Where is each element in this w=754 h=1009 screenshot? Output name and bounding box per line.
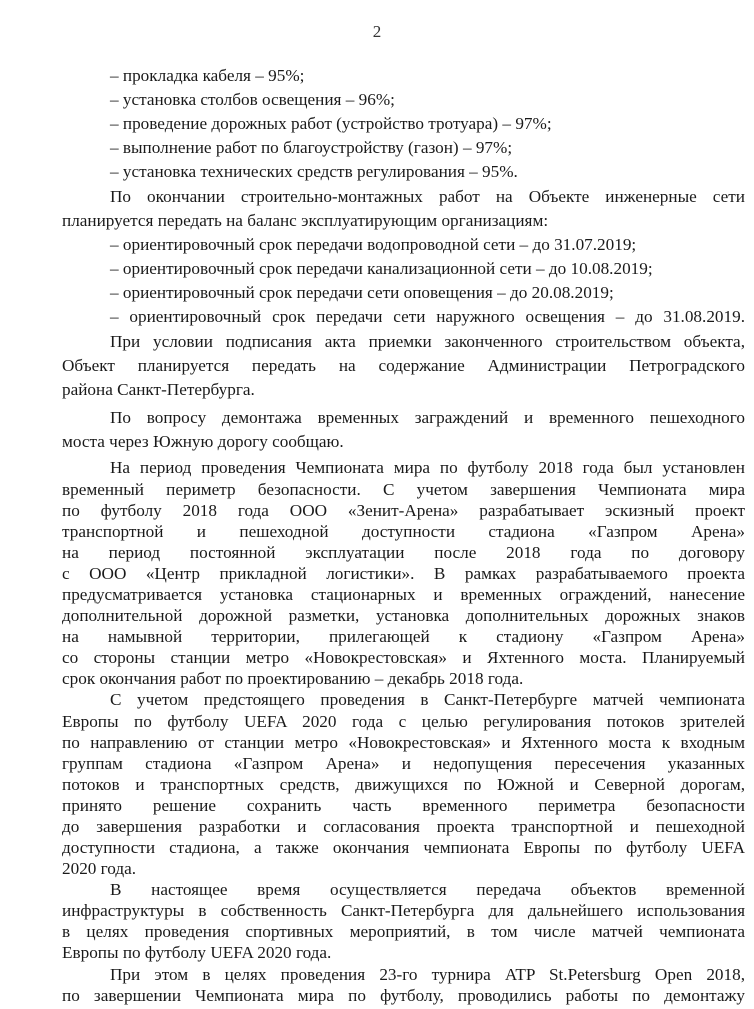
text-line: Европы по футболу UEFA 2020 года. [62,943,332,962]
text-line: дополнительной дорожной разметки, установка дополнительных дорожных знаков [62,606,745,625]
text-line: В настоящее время осуществляется передача объектов временной [110,880,745,899]
text-line: – выполнение работ по благоустройству (газон) – 97%; [110,138,513,157]
text-line: до завершения разработки и согласования проекта транспортной и пешеходной [62,817,745,836]
text-line: При этом в целях проведения 23-го турнира ATP St.Petersburg Open 2018, [110,965,745,984]
text-line: Европы по футболу UEFA 2020 года с целью регулирования потоков зрителей [62,712,745,731]
text-line: доступности стадиона, а также окончания чемпионата Европы по футболу UEFA [62,838,745,857]
text-line: – проведение дорожных работ (устройство тротуара) – 97%; [110,114,552,133]
text-line: – установка технических средств регулирования – 95%. [110,162,518,181]
text-line: группам стадиона «Газпром Арена» и недопущения пересечения указанных [62,754,745,773]
text-line: – ориентировочный срок передачи канализационной сети – до 10.08.2019; [110,259,653,278]
text-line: планируется передать на баланс эксплуатирующим организациям: [62,211,549,230]
text-line: На период проведения Чемпионата мира по футболу 2018 года был установлен [110,458,745,477]
text-line: При условии подписания акта приемки законченного строительством объекта, [110,332,745,351]
text-line: инфраструктуры в собственность Санкт-Петербурга для дальнейшего использования [62,901,745,920]
text-line: Объект планируется передать на содержание Администрации Петроградского [62,356,745,375]
text-line: со стороны станции метро «Новокрестовская» и Яхтенного моста. Планируемый [62,648,745,667]
text-line: на период постоянной эксплуатации после 2018 года по договору [62,543,745,562]
text-line: транспортной и пешеходной доступности стадиона «Газпром Арена» [62,522,745,541]
text-line: – ориентировочный срок передачи сети оповещения – до 20.08.2019; [110,283,614,302]
text-line: срок окончания работ по проектированию – декабрь 2018 года. [62,669,524,688]
text-line: предусматривается установка стационарных и временных ограждений, нанесение [62,585,745,604]
text-line: по направлению от станции метро «Новокрестовская» и Яхтенного моста к входным [62,733,745,752]
text-line: с ООО «Центр прикладной логистики». В рамках разрабатываемого проекта [62,564,745,583]
text-line: по завершении Чемпионата мира по футболу, проводились работы по демонтажу [62,986,745,1005]
text-line: 2020 года. [62,859,137,878]
text-line: потоков и транспортных средств, движущихся по Южной и Северной дорогам, [62,775,745,794]
text-line: по футболу 2018 года ООО «Зенит-Арена» разрабатывает эскизный проект [62,501,745,520]
text-line: С учетом предстоящего проведения в Санкт-Петербурге матчей чемпионата [110,690,745,709]
text-line: По окончании строительно-монтажных работ на Объекте инженерные сети [110,187,745,206]
text-line: – ориентировочный срок передачи сети наружного освещения – до 31.08.2019. [110,307,745,326]
text-line: – прокладка кабеля – 95%; [110,66,305,85]
text-line: в целях проведения спортивных мероприятий, в том числе матчей чемпионата [62,922,745,941]
page-number: 2 [372,22,382,41]
text-line: принято решение сохранить часть временного периметра безопасности [62,796,745,815]
text-line: на намывной территории, прилегающей к стадиону «Газпром Арена» [62,627,745,646]
text-line: района Санкт-Петербурга. [62,380,255,399]
text-line: – ориентировочный срок передачи водопроводной сети – до 31.07.2019; [110,235,637,254]
text-line: По вопросу демонтажа временных заграждений и временного пешеходного [110,408,745,427]
text-line: – установка столбов освещения – 96%; [110,90,395,109]
text-line: моста через Южную дорогу сообщаю. [62,432,344,451]
text-line: временный периметр безопасности. С учетом завершения Чемпионата мира [62,480,745,499]
